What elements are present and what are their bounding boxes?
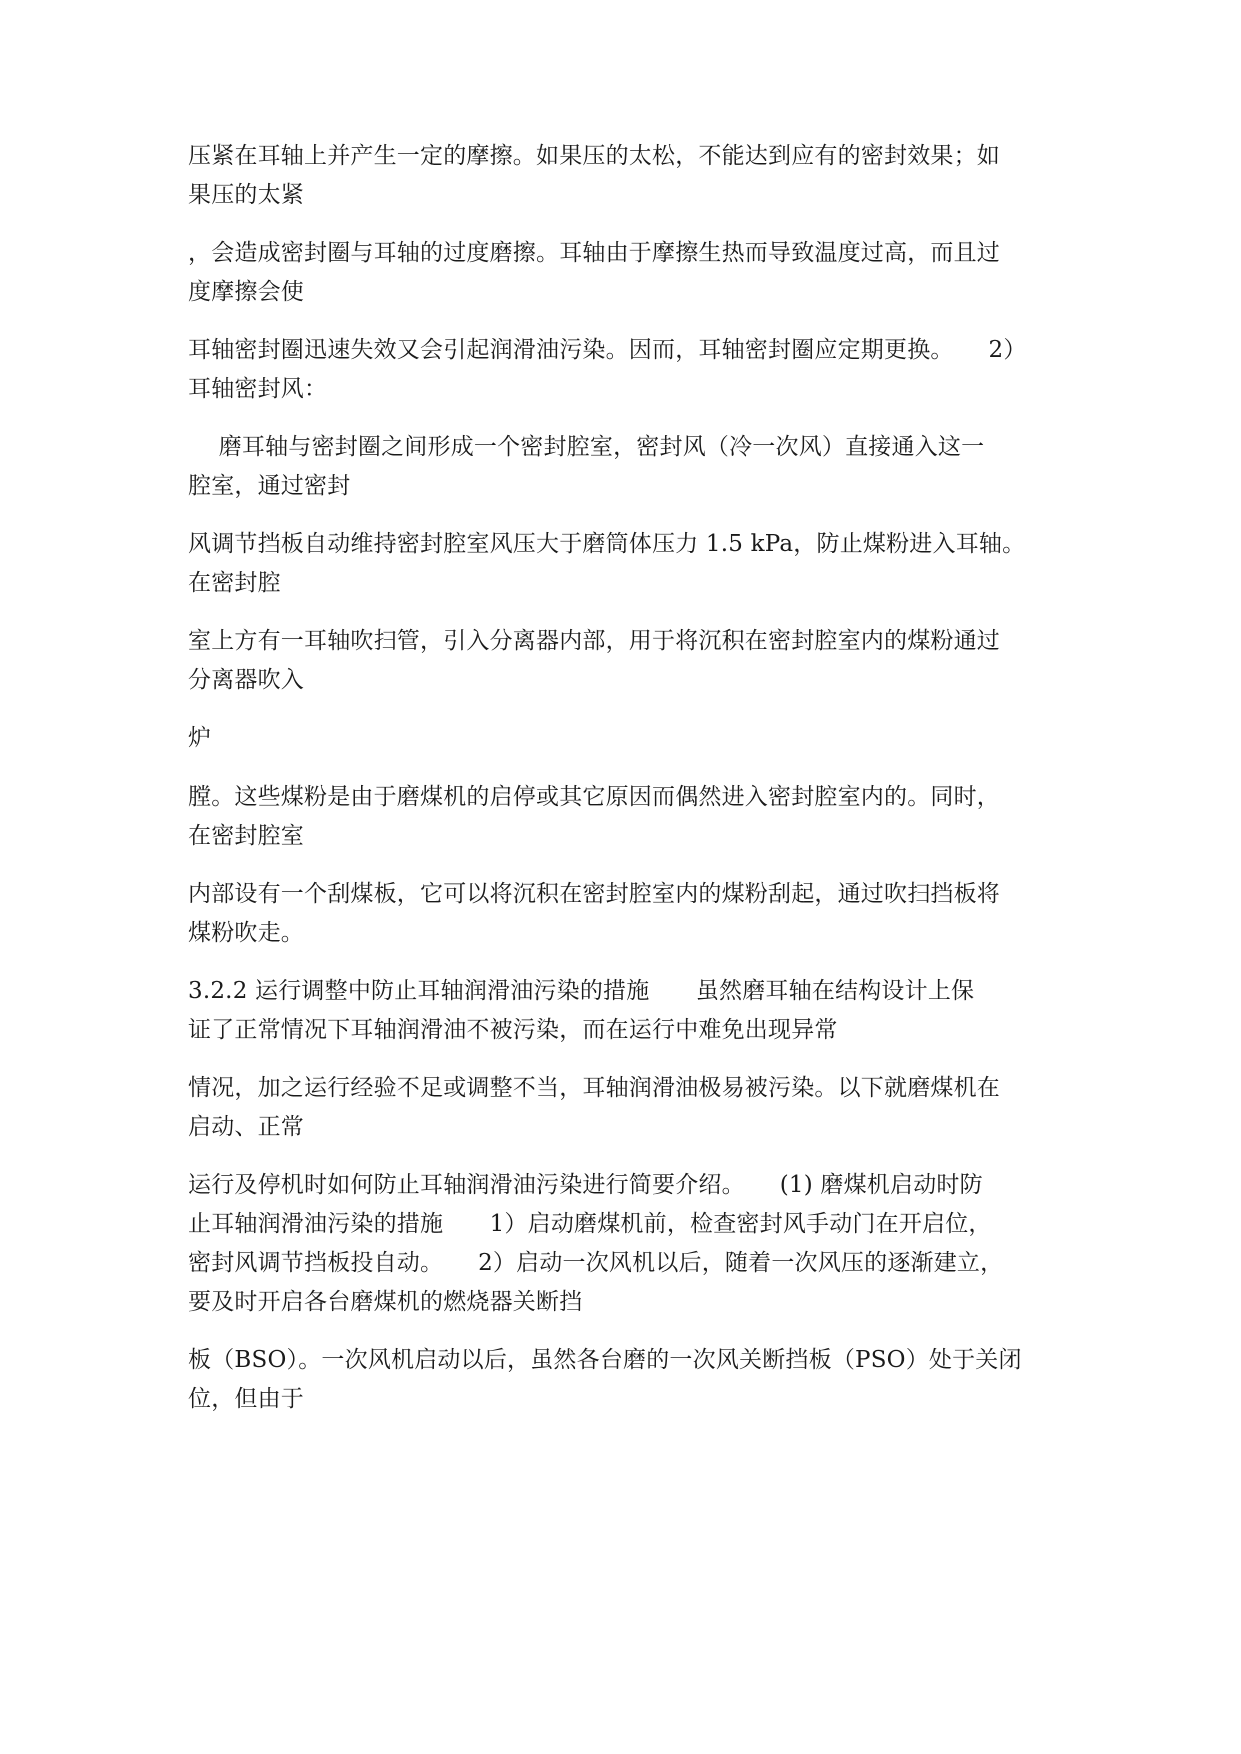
text-line: 在密封腔室 xyxy=(188,823,304,849)
text-line: ，会造成密封圈与耳轴的过度磨擦。耳轴由于摩擦生热而导致温度过高，而且过 xyxy=(188,240,1000,266)
text-line: 压紧在耳轴上并产生一定的摩擦。如果压的太松，不能达到应有的密封效果；如 xyxy=(188,143,1000,169)
text-line: 腔室，通过密封 xyxy=(188,473,351,499)
paragraph-13 xyxy=(188,1341,1068,1419)
text-line: 运行及停机时如何防止耳轴润滑油污染进行简要介绍。 (1) 磨煤机启动时防 xyxy=(188,1172,983,1198)
paragraph-9 xyxy=(188,875,1068,953)
text-line: 耳轴密封圈迅速失效又会引起润滑油污染。因而，耳轴密封圈应定期更换。 2） xyxy=(188,337,1027,363)
paragraph-10 xyxy=(188,972,1068,1050)
text-line: 情况，加之运行经验不足或调整不当，耳轴润滑油极易被污染。以下就磨煤机在 xyxy=(188,1075,1000,1101)
text-line: 炉 xyxy=(188,725,212,751)
text-line: 启动、正常 xyxy=(188,1114,304,1140)
text-line: 磨耳轴与密封圈之间形成一个密封腔室，密封风（冷一次风）直接通入这一 xyxy=(188,434,985,460)
text-line: 煤粉吹走。 xyxy=(188,920,304,946)
text-line: 密封风调节挡板投自动。 2）启动一次风机以后，随着一次风压的逐渐建立， xyxy=(188,1250,1004,1276)
paragraph-3 xyxy=(188,331,1068,409)
paragraph-4 xyxy=(188,428,1068,506)
paragraph-1 xyxy=(188,137,1068,215)
paragraph-6 xyxy=(188,622,1068,700)
text-line: 在密封腔 xyxy=(188,570,281,596)
text-line: 板（BSO）。一次风机启动以后，虽然各台磨的一次风关断挡板（PSO）处于关闭 xyxy=(188,1347,1022,1373)
paragraph-12 xyxy=(188,1166,1068,1322)
text-line: 果压的太紧 xyxy=(188,182,304,208)
text-line: 膛。这些煤粉是由于磨煤机的启停或其它原因而偶然进入密封腔室内的。同时， xyxy=(188,784,1000,810)
text-line: 止耳轴润滑油污染的措施 1）启动磨煤机前，检查密封风手动门在开启位， xyxy=(188,1211,992,1237)
text-line: 耳轴密封风： xyxy=(188,376,328,402)
text-line: 证了正常情况下耳轴润滑油不被污染，而在运行中难免出现异常 xyxy=(188,1017,838,1043)
text-line: 内部设有一个刮煤板，它可以将沉积在密封腔室内的煤粉刮起，通过吹扫挡板将 xyxy=(188,881,1000,907)
paragraph-5 xyxy=(188,525,1068,603)
paragraph-8 xyxy=(188,778,1068,856)
text-line: 室上方有一耳轴吹扫管，引入分离器内部，用于将沉积在密封腔室内的煤粉通过 xyxy=(188,628,1000,654)
text-line: 分离器吹入 xyxy=(188,667,304,693)
paragraph-2 xyxy=(188,234,1068,312)
paragraph-7 xyxy=(188,719,1068,758)
text-line: 位，但由于 xyxy=(188,1386,304,1412)
text-line: 度摩擦会使 xyxy=(188,279,304,305)
text-line: 3.2.2 运行调整中防止耳轴润滑油污染的措施 虽然磨耳轴在结构设计上保 xyxy=(188,978,975,1004)
text-line: 风调节挡板自动维持密封腔室风压大于磨筒体压力 1.5 kPa，防止煤粉进入耳轴。 xyxy=(188,531,1026,557)
paragraph-11 xyxy=(188,1069,1068,1147)
text-line: 要及时开启各台磨煤机的燃烧器关断挡 xyxy=(188,1289,583,1315)
